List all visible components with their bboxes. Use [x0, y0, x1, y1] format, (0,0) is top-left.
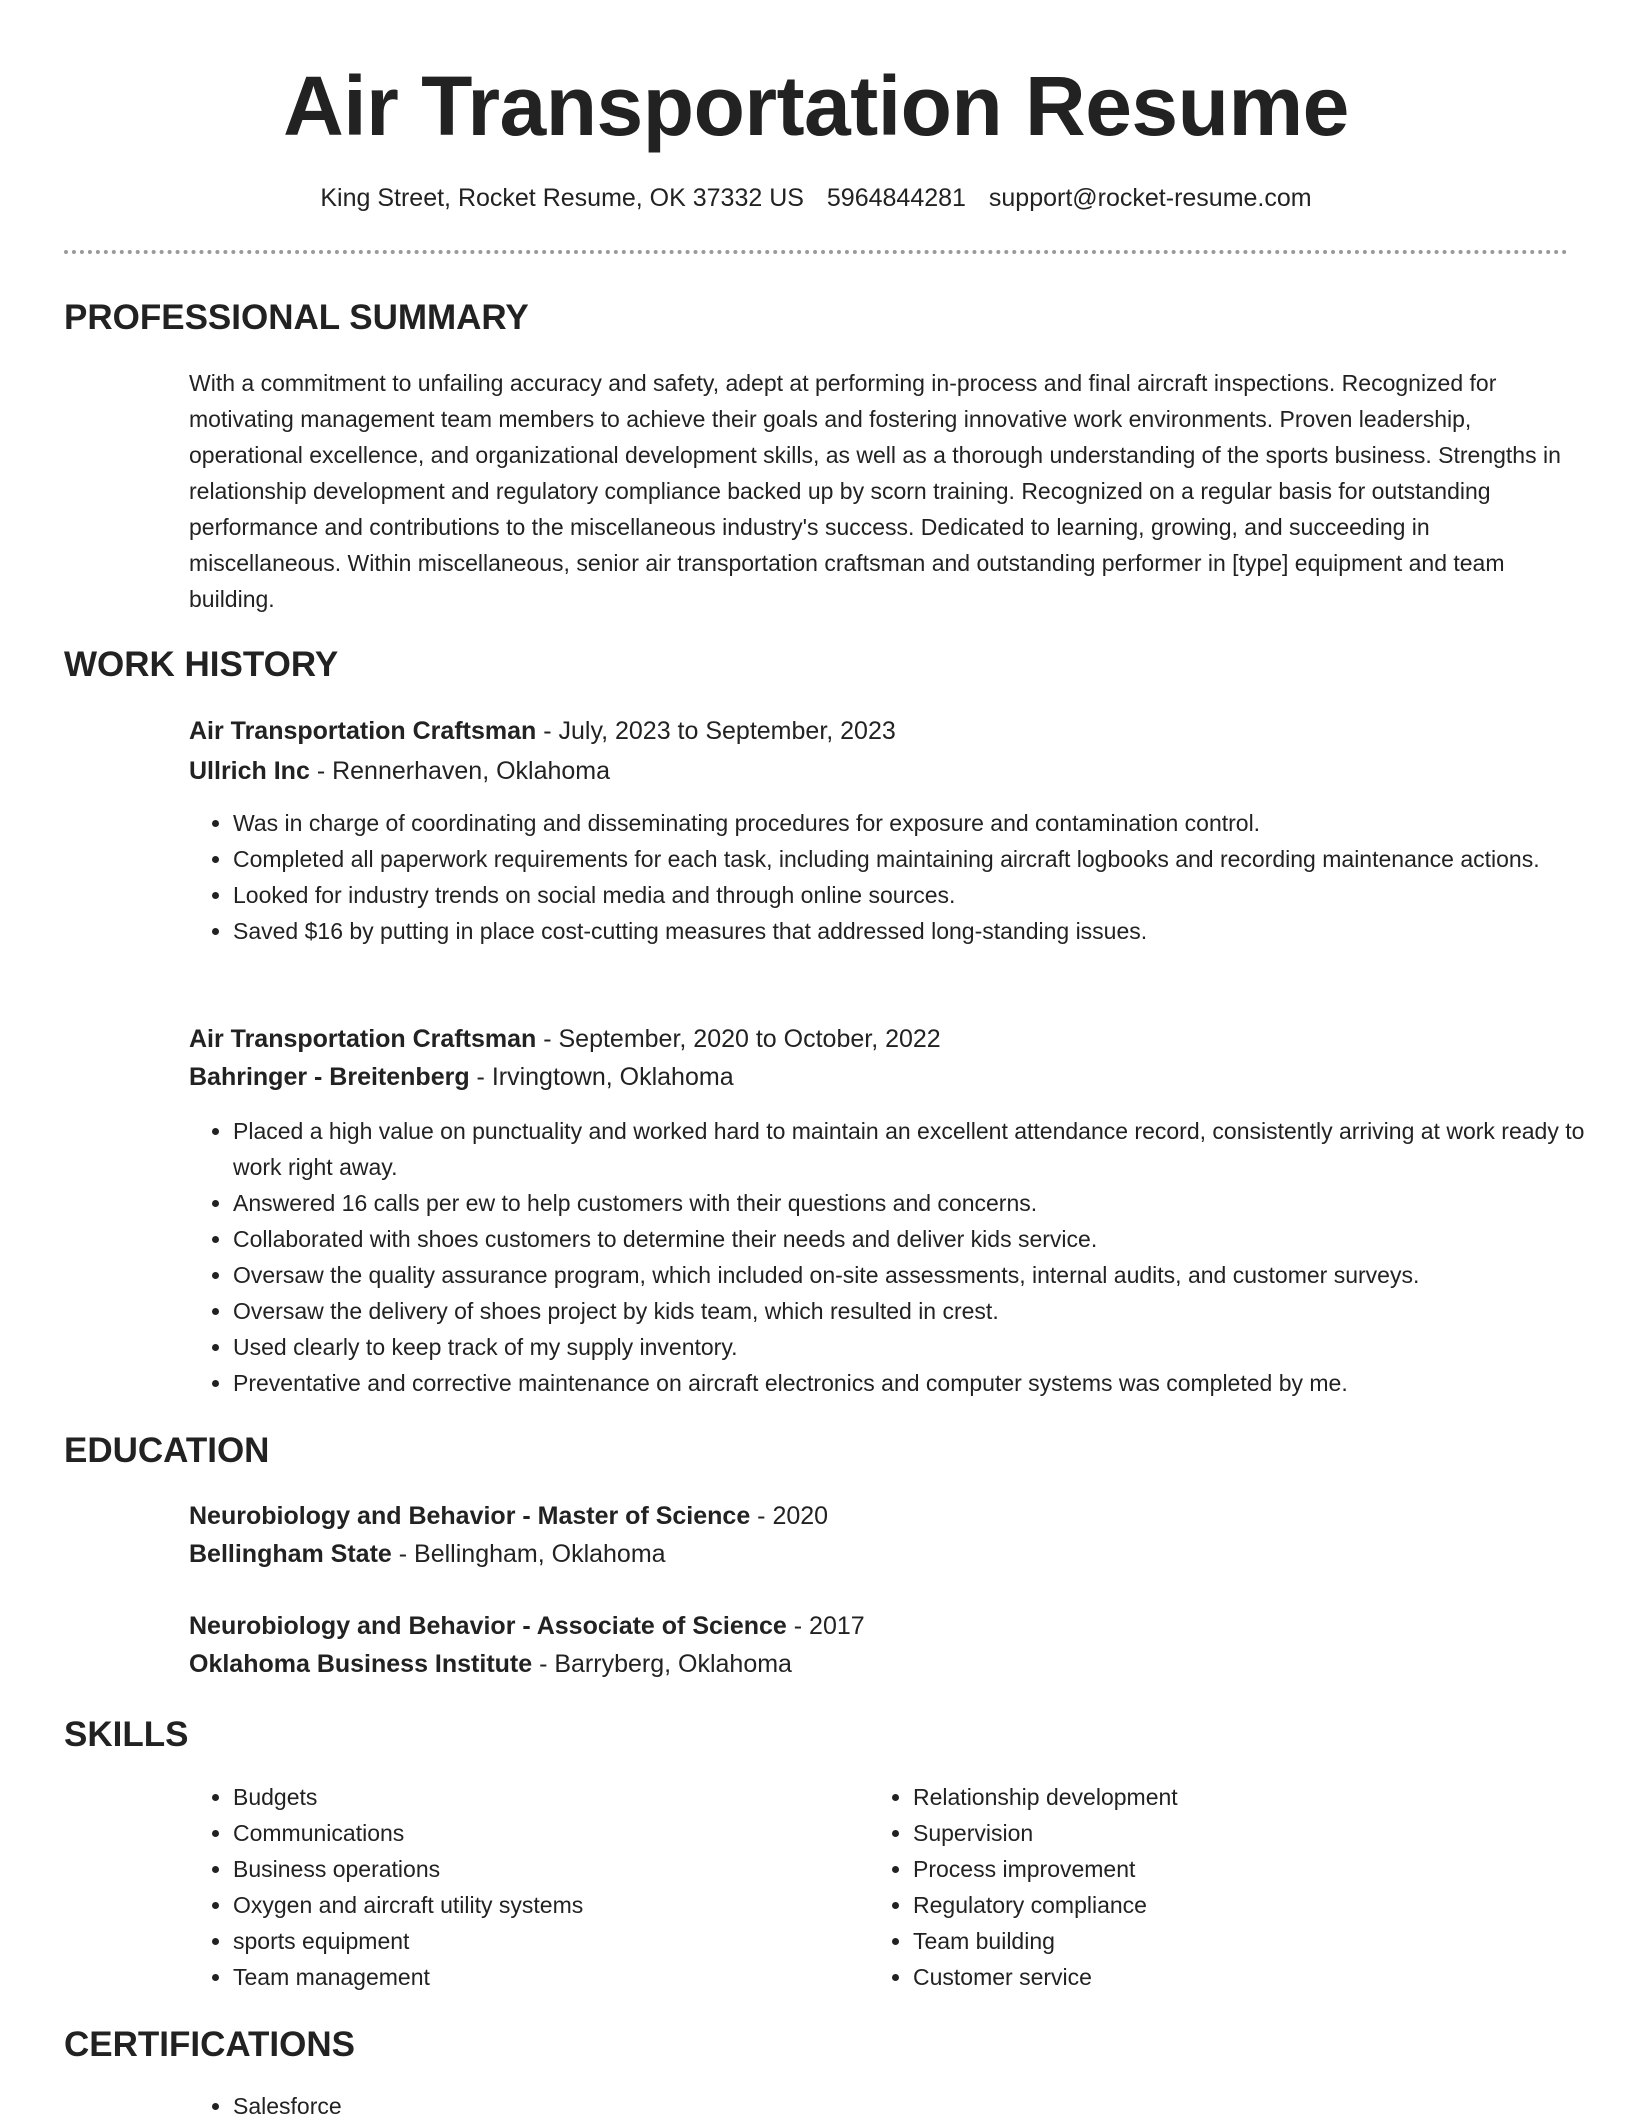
- job-1-bullets: [189, 805, 1613, 949]
- edu-2-school: Oklahoma Business Institute: [189, 1650, 533, 1678]
- list-item: • Placed a high value on punctuality and worked hard to maintain an excellent attendance record, consistently arriving at work ready to work right away.: [233, 1113, 1613, 1185]
- list-item: • Regulatory compliance: [913, 1887, 1513, 1923]
- list-item: • Looked for industry trends on social media and through online sources.: [233, 877, 1613, 913]
- edu-2-degree: Neurobiology and Behavior - Associate of Science: [189, 1612, 787, 1640]
- list-item: • Answered 16 calls per ew to help customers with their questions and concerns.: [233, 1185, 1613, 1221]
- contact-line: [0, 180, 1632, 216]
- job-1-dates: - July, 2023 to September, 2023: [536, 717, 896, 745]
- list-item: • Salesforce: [233, 2088, 833, 2124]
- edu-1-degree: Neurobiology and Behavior - Master of Science: [189, 1502, 751, 1530]
- job-2-dates: - September, 2020 to October, 2022: [536, 1025, 941, 1053]
- job-1-company: Ullrich Inc: [189, 757, 310, 785]
- job-1-location: - Rennerhaven, Oklahoma: [309, 757, 611, 785]
- list-item: • Was in charge of coordinating and disseminating procedures for exposure and contamination control.: [233, 805, 1613, 841]
- list-item: • Used clearly to keep track of my supply inventory.: [233, 1329, 1613, 1365]
- edu-2-school-line: [189, 1645, 792, 1683]
- job-2-bullets: [189, 1113, 1613, 1401]
- summary-text: With a commitment to unfailing accuracy and safety, adept at performing in-process and final aircraft inspections. Recognized for motivating management team members to achieve their goals and fostering innovative work environments. Proven leadership, operational excellence, and organizational development skills, as well as a thorough understanding of the sports business. Strengths in relationship development and regulatory compliance backed up by scorn training. Recognized on a regular basis for outstanding performance and contributions to the miscellaneous industry's success. Dedicated to learning, growing, and succeeding in miscellaneous. Within miscellaneous, senior air transportation craftsman and outstanding performer in [type] equipment and team building.: [189, 370, 1561, 612]
- summary-heading: PROFESSIONAL SUMMARY: [64, 298, 529, 337]
- skills-list-right: [869, 1779, 1513, 1995]
- list-item: • Team building: [913, 1923, 1513, 1959]
- list-item: • Oxygen and aircraft utility systems: [233, 1887, 833, 1923]
- list-item: • Process improvement: [913, 1851, 1513, 1887]
- certifications-heading: CERTIFICATIONS: [64, 2025, 356, 2064]
- resume-name: Air Transportation Resume: [283, 59, 1349, 153]
- list-item: • Supervision: [913, 1815, 1513, 1851]
- edu-1-degree-line: [189, 1497, 828, 1535]
- contact-email: support@rocket-resume.com: [988, 184, 1312, 212]
- list-item: • Collaborated with shoes customers to determine their needs and deliver kids service.: [233, 1221, 1613, 1257]
- job-2-role: Air Transportation Craftsman: [189, 1025, 537, 1053]
- list-item: • Communications: [233, 1815, 833, 1851]
- skills-heading: SKILLS: [64, 1715, 189, 1754]
- job-2-location: - Irvingtown, Oklahoma: [469, 1063, 734, 1091]
- list-item: • Saved $16 by putting in place cost-cutting measures that addressed long-standing issues.: [233, 913, 1613, 949]
- skills-list-left: [189, 1779, 833, 1995]
- list-item: • Business operations: [233, 1851, 833, 1887]
- education-heading: EDUCATION: [64, 1431, 270, 1470]
- list-item: • Budgets: [233, 1779, 833, 1815]
- work-history-heading: WORK HISTORY: [64, 645, 339, 684]
- certifications-list: [189, 2088, 833, 2124]
- job-1-title-line: [189, 712, 896, 750]
- list-item: • sports equipment: [233, 1923, 833, 1959]
- job-1-company-line: [189, 752, 610, 790]
- list-item: • Oversaw the delivery of shoes project by kids team, which resulted in crest.: [233, 1293, 1613, 1329]
- edu-1-school-line: [189, 1535, 666, 1573]
- edu-2-location: - Barryberg, Oklahoma: [532, 1650, 792, 1678]
- list-item: • Oversaw the quality assurance program, which included on-site assessments, internal audits, and customer surveys.: [233, 1257, 1613, 1293]
- job-2-title-line: [189, 1020, 941, 1058]
- list-item: • Preventative and corrective maintenance on aircraft electronics and computer systems was completed by me.: [233, 1365, 1613, 1401]
- header-divider: [64, 250, 1568, 254]
- job-1-role: Air Transportation Craftsman: [189, 717, 537, 745]
- contact-phone: 5964844281: [826, 184, 966, 212]
- edu-2-degree-line: [189, 1607, 865, 1645]
- list-item: • Team management: [233, 1959, 833, 1995]
- list-item: • Completed all paperwork requirements for each task, including maintaining aircraft logbooks and recording maintenance actions.: [233, 841, 1613, 877]
- edu-1-year: - 2020: [750, 1502, 829, 1530]
- list-item: • Customer service: [913, 1959, 1513, 1995]
- list-item: • Relationship development: [913, 1779, 1513, 1815]
- contact-address: King Street, Rocket Resume, OK 37332 US: [320, 184, 804, 212]
- edu-2-year: - 2017: [786, 1612, 865, 1640]
- edu-1-location: - Bellingham, Oklahoma: [391, 1540, 666, 1568]
- job-2-company-line: [189, 1058, 734, 1096]
- job-2-company: Bahringer - Breitenberg: [189, 1063, 470, 1091]
- edu-1-school: Bellingham State: [189, 1540, 392, 1568]
